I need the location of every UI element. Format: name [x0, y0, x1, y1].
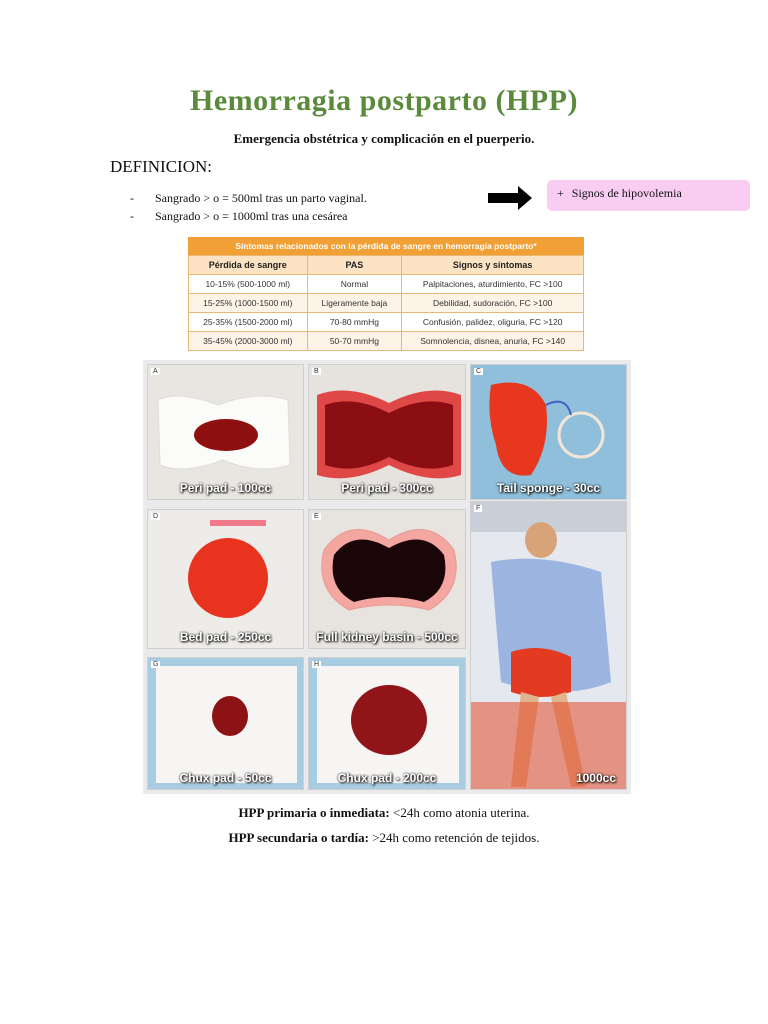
photo-peri-pad-300	[308, 364, 466, 500]
photo-mannequin-1000	[470, 501, 627, 790]
table-header: Signos y síntomas	[402, 256, 584, 275]
primary-hpp-line	[0, 805, 768, 821]
photo-label: Tail sponge - 30cc	[496, 481, 601, 495]
table-cell: Palpitaciones, aturdimiento, FC >100	[402, 275, 584, 294]
photo-bed-pad-250	[147, 509, 304, 649]
peri-pad-image	[148, 365, 304, 500]
table-row	[189, 332, 584, 351]
table-cell: 35-45% (2000-3000 ml)	[189, 332, 308, 351]
photo-label: 1000cc	[575, 771, 616, 785]
secondary-hpp-label: HPP secundaria o tardía:	[228, 830, 369, 845]
table-header-row	[189, 256, 584, 275]
definition-item: - Sangrado > o = 500ml tras un parto vaginal.	[130, 189, 367, 207]
peri-pad-image	[309, 365, 466, 500]
photo-index: A	[153, 368, 158, 375]
photo-label: Peri pad - 300cc	[341, 481, 433, 495]
table-cell: 70-80 mmHg	[307, 313, 402, 332]
kidney-basin-image	[309, 510, 466, 649]
photo-label: Chux pad - 50cc	[179, 771, 272, 785]
table-cell: Debilidad, sudoración, FC >100	[402, 294, 584, 313]
table-cell: Ligeramente baja	[307, 294, 402, 313]
table-cell: 15-25% (1000-1500 ml)	[189, 294, 308, 313]
section-heading: DEFINICION:	[110, 157, 212, 176]
photo-peri-pad-100	[147, 364, 304, 500]
photo-index: D	[153, 513, 159, 520]
arrow-right-icon	[488, 186, 532, 210]
primary-hpp-text: <24h como atonia uterina.	[389, 805, 530, 820]
table-cell: Confusión, palidez, oliguria, FC >120	[402, 313, 584, 332]
table-cell: 25-35% (1500-2000 ml)	[189, 313, 308, 332]
callout-text: Signos de hipovolemia	[571, 186, 682, 200]
photo-index: E	[314, 513, 319, 520]
photo-tail-sponge-30	[470, 364, 627, 500]
table-row	[189, 294, 584, 313]
photo-label: Bed pad - 250cc	[179, 630, 272, 644]
photo-label: Chux pad - 200cc	[337, 771, 437, 785]
photo-label: Peri pad - 100cc	[179, 481, 272, 495]
blood-loss-photo-grid	[143, 360, 631, 794]
bed-pad-image	[148, 510, 304, 649]
table-cell: 50-70 mmHg	[307, 332, 402, 351]
page-title: Hemorragia postparto (HPP)	[190, 84, 578, 117]
table-cell: Normal	[307, 275, 402, 294]
tail-sponge-image	[471, 365, 627, 500]
page-subtitle: Emergencia obstétrica y complicación en el puerperio.	[233, 131, 535, 146]
symptoms-table	[188, 237, 584, 351]
photo-index: G	[153, 661, 159, 668]
mannequin-image	[471, 502, 627, 790]
table-row	[189, 275, 584, 294]
plus-icon: +	[557, 186, 564, 200]
secondary-hpp-text: >24h como retención de tejidos.	[368, 830, 540, 845]
table-header: Pérdida de sangre	[189, 256, 308, 275]
photo-index: C	[476, 368, 482, 375]
table-header: PAS	[307, 256, 402, 275]
definition-item: - Sangrado > o = 1000ml tras una cesárea	[130, 207, 367, 225]
photo-chux-pad-50	[147, 657, 304, 790]
photo-chux-pad-200	[308, 657, 466, 790]
photo-index: B	[314, 368, 319, 375]
secondary-hpp-line	[0, 830, 768, 846]
photo-index: H	[314, 661, 320, 668]
table-cell: Somnolencia, disnea, anuria, FC >140	[402, 332, 584, 351]
photo-index: F	[476, 505, 481, 512]
photo-label: Full kidney basin - 500cc	[316, 630, 458, 644]
primary-hpp-label: HPP primaria o inmediata:	[238, 805, 390, 820]
hypovolemia-callout	[547, 180, 750, 211]
table-caption: Síntomas relacionados con la pérdida de sangre en hemorragia postparto*	[188, 237, 584, 255]
table-row	[189, 313, 584, 332]
definition-list	[130, 189, 367, 225]
photo-kidney-basin-500	[308, 509, 466, 649]
table-cell: 10-15% (500-1000 ml)	[189, 275, 308, 294]
